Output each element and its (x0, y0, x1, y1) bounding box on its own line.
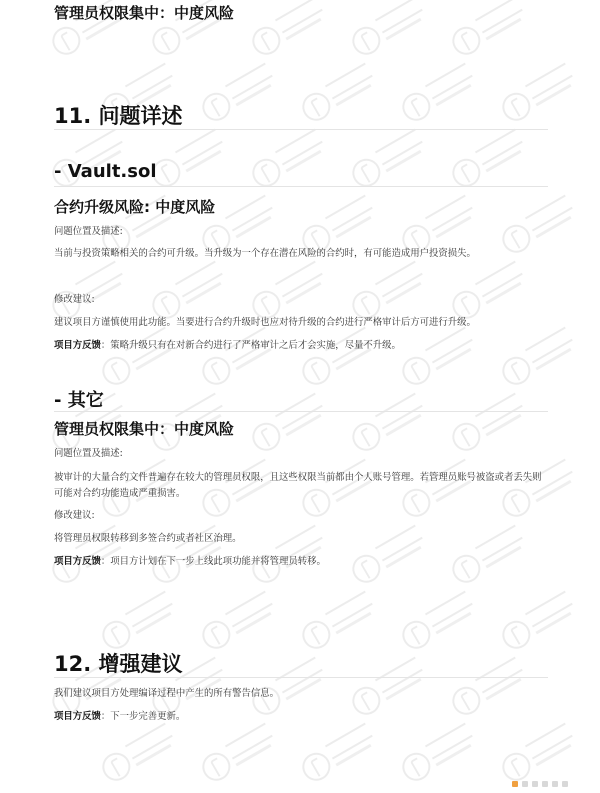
other-feedback-label: 项目方反馈 (54, 556, 101, 567)
vault-location-label: 问题位置及描述: (54, 226, 123, 237)
corner-dot-icon (542, 781, 548, 787)
vault-sol-heading: - Vault.sol (54, 161, 157, 182)
corner-dot-icon (522, 781, 528, 787)
watermark-logo-icon (345, 0, 433, 67)
watermark-logo-icon (95, 719, 183, 793)
watermark-logo-icon (395, 323, 483, 397)
vault-feedback-text: ：策略升级只有在对新合约进行了严格审计之后才会实施，尽量不升级。 (100, 340, 401, 351)
watermark-logo-icon (445, 0, 533, 67)
other-feedback (54, 554, 548, 570)
other-suggestion: 将管理员权限转移到多签合约或者社区治理。 (54, 533, 242, 544)
other-location-label: 问题位置及描述: (54, 448, 123, 459)
other-feedback-text: ：项目方计划在下一步上线此项功能并将管理员转移。 (100, 556, 326, 567)
watermark-logo-icon (395, 719, 483, 793)
other-description: 被审计的大量合约文件普遍存在较大的管理员权限，且这些权限当前都由个人账号管理。若管理员账号被盗或者丢失则可能对合约功能造成严重损害。 (54, 472, 542, 499)
watermark-logo-icon (195, 59, 283, 133)
vault-feedback (54, 338, 548, 354)
watermark-logo-icon (495, 59, 583, 133)
section-12-rule (54, 677, 548, 678)
watermark-logo-icon (495, 323, 583, 397)
section-12-feedback-label: 项目方反馈 (54, 711, 101, 722)
corner-dot-icon (512, 781, 518, 787)
section-11-title: 11. 问题详述 (54, 104, 183, 128)
other-suggestion-label: 修改建议: (54, 510, 95, 521)
watermark-logo-icon (345, 125, 433, 199)
other-rule (54, 411, 548, 412)
watermark-logo-icon (245, 125, 333, 199)
watermark-logo-icon (295, 59, 383, 133)
other-heading: - 其它 (54, 390, 104, 411)
top-heading: 管理员权限集中：中度风险 (54, 4, 235, 22)
watermark-logo-icon (295, 719, 383, 793)
vault-issue-title: 合约升级风险: 中度风险 (54, 198, 216, 216)
section-12-feedback-text: ：下一步完善更新。 (100, 711, 186, 722)
watermark-logo-icon (145, 125, 233, 199)
corner-dot-icon (552, 781, 558, 787)
watermark-logo-icon (295, 587, 383, 661)
section-11-rule (54, 129, 548, 130)
vault-suggestion: 建议项目方谨慎使用此功能。当要进行合约升级时也应对待升级的合约进行严格审计后方可进行升级。 (54, 317, 476, 328)
corner-dot-icon (562, 781, 568, 787)
watermark-logo-icon (495, 587, 583, 661)
vault-suggestion-label: 修改建议: (54, 294, 95, 305)
section-12-title: 12. 增强建议 (54, 652, 183, 676)
watermark-logo-icon (395, 59, 483, 133)
watermark-logo-icon (445, 125, 533, 199)
corner-badge (512, 781, 578, 787)
section-12-text: 我们建议项目方处理编译过程中产生的所有警告信息。 (54, 688, 280, 699)
vault-feedback-label: 项目方反馈 (54, 340, 101, 351)
corner-dot-icon (532, 781, 538, 787)
watermark-logo-icon (395, 587, 483, 661)
watermark-logo-icon (195, 587, 283, 661)
vault-sol-rule (54, 186, 548, 187)
watermark-logo-icon (295, 323, 383, 397)
other-issue-title: 管理员权限集中：中度风险 (54, 420, 235, 438)
section-12-feedback (54, 709, 548, 725)
watermark-logo-icon (195, 323, 283, 397)
watermark-logo-icon (195, 719, 283, 793)
watermark-logo-icon (95, 323, 183, 397)
watermark-logo-icon (245, 0, 333, 67)
vault-description: 当前与投资策略相关的合约可升级。当升级为一个存在潜在风险的合约时，有可能造成用户投资损失。 (54, 248, 476, 259)
